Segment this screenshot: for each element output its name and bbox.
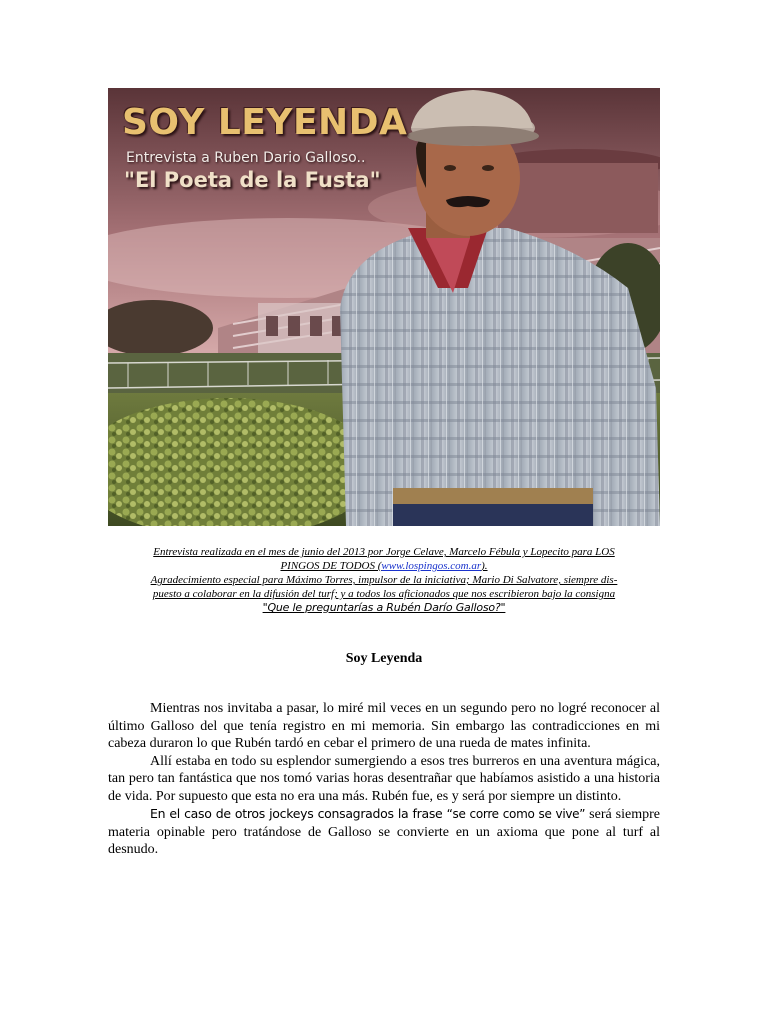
caption-line-2-prefix: PINGOS DE TODOS ( [280,560,382,572]
paragraph-3-rest: será siempre materia opinable pero tratándose de Galloso se convierte en un axioma que pone al turf al desnudo. [108,807,660,857]
hero-tagline: "El Poeta de la Fusta" [124,168,381,192]
caption-line-1: Entrevista realizada en el mes de junio del 2013 por Jorge Celave, Marcelo Fébula y Lopecito para LOS [153,546,615,558]
paragraph-3-start: En el caso de otros jockeys consagrados la frase [150,806,447,821]
hero-image [108,88,660,526]
paragraph-3-quote: “se corre como se vive” [446,807,586,821]
article-body [108,700,660,859]
caption-line-2-suffix: ). [481,560,488,572]
lospingos-link[interactable]: www.lospingos.com.ar [381,560,482,572]
hero-title: SOY LEYENDA [122,102,408,143]
caption-slogan: "Que le preguntarías a Rubén Darío Galloso?" [262,601,506,614]
article-title: Soy Leyenda [345,651,423,666]
image-caption [108,545,660,615]
caption-line-2 [108,559,660,573]
caption-line-3: Agradecimiento especial para Máximo Torres, impulsor de la iniciativa; Mario Di Salvatore, siempre dis- [150,574,618,586]
hero-subtitle: Entrevista a Ruben Dario Galloso.. [126,150,366,166]
paragraph-1: Mientras nos invitaba a pasar, lo miré mil veces en un segundo pero no logré reconocer al último Galloso del que tenía registro en mi memoria. Sin embargo las contradicciones en mi cabeza duraron lo que Rubén tardó en cebar el primero de una rueda de mates infinita. [108,701,660,751]
caption-line-4: puesto a colaborar en la difusión del turf; y a todos los aficionados que nos escribieron bajo la consigna [152,588,616,600]
paragraph-3 [108,805,660,859]
paragraph-2: Allí estaba en todo su esplendor sumergiendo a esos tres burreros en una aventura mágica, tan pero tan fantástica que nos tomó varias horas desentrañar que habíamos asistido a una historia de vida. Por supuesto que esta no era una más. Rubén fue, es y será por siempre un distinto. [108,753,660,804]
